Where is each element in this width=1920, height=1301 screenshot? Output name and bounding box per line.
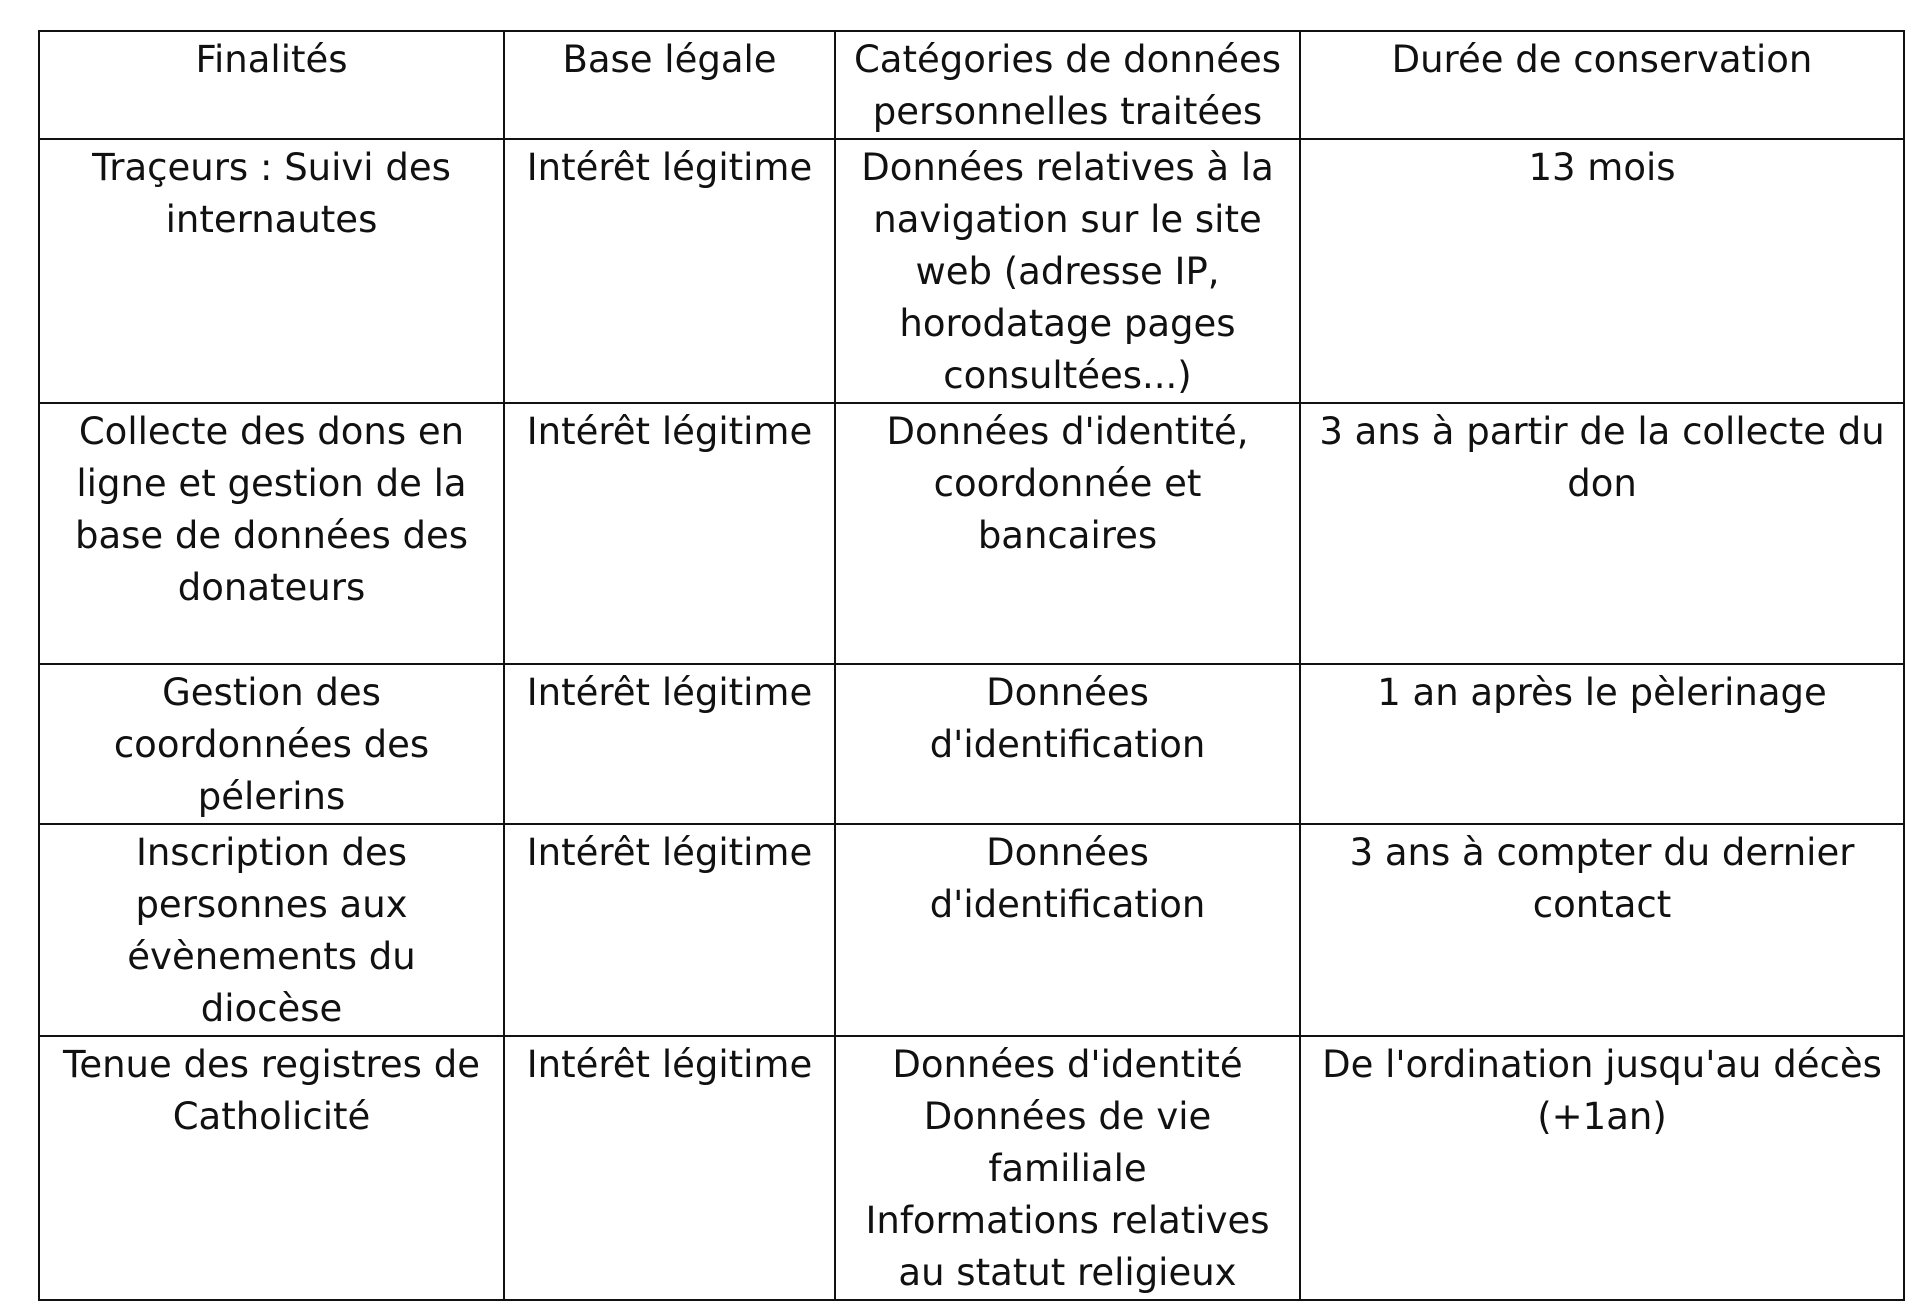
table-row [39,1036,1904,1300]
cell-text: Intérêt légitime [526,146,813,189]
cell-text: pélerins [197,775,346,818]
header-categories [835,31,1300,139]
cell-text: Données d'identité, [886,410,1249,453]
cell-base-legale [504,664,835,824]
header-text: Finalités [195,38,348,81]
cell-finalite [39,664,504,824]
table-row [39,824,1904,1036]
cell-text: Données [986,671,1149,714]
cell-duree [1300,403,1904,664]
header-text: Base légale [562,38,777,81]
cell-text: coordonnées des [113,723,430,766]
cell-text: au statut religieux [898,1251,1237,1294]
cell-text: Intérêt légitime [526,1043,813,1086]
cell-categories [835,1036,1300,1300]
cell-text: bancaires [977,514,1158,557]
header-text: Durée de conservation [1391,38,1813,81]
header-base-legale [504,31,835,139]
cell-text: évènements du [127,935,416,978]
cell-text: 13 mois [1528,146,1676,189]
cell-text: contact [1532,883,1672,926]
cell-text: coordonnée et [933,462,1202,505]
cell-finalite [39,139,504,403]
cell-text: d'identification [929,883,1206,926]
cell-text: ligne et gestion de la [76,462,467,505]
cell-text: familiale [988,1147,1147,1190]
cell-text: Données [986,831,1149,874]
cell-text: donateurs [177,566,366,609]
cell-text: Données d'identité [892,1043,1243,1086]
cell-text: Catholicité [172,1095,371,1138]
cell-duree [1300,664,1904,824]
cell-categories [835,824,1300,1036]
header-text: Catégories de données [853,38,1282,81]
cell-duree [1300,824,1904,1036]
cell-text: Tenue des registres de [63,1043,480,1086]
table-row [39,403,1904,664]
cell-text: 3 ans à partir de la collecte du [1319,410,1885,453]
cell-text: 1 an après le pèlerinage [1377,671,1827,714]
cell-text: 3 ans à compter du dernier [1349,831,1855,874]
cell-finalite [39,1036,504,1300]
cell-categories [835,403,1300,664]
cell-base-legale [504,1036,835,1300]
header-finalites [39,31,504,139]
cell-text: internautes [165,198,378,241]
cell-text: base de données des [74,514,469,557]
cell-text: Intérêt légitime [526,831,813,874]
cell-text: consultées...) [943,354,1192,397]
cell-duree [1300,1036,1904,1300]
cell-categories [835,139,1300,403]
cell-text: diocèse [200,987,343,1030]
cell-text: Inscription des [135,831,408,874]
cell-text: De l'ordination jusqu'au décès [1322,1043,1882,1086]
header-text: personnelles traitées [872,90,1263,133]
cell-base-legale [504,824,835,1036]
cell-text: Données relatives à la [861,146,1274,189]
cell-text: d'identification [929,723,1206,766]
cell-text: Traçeurs : Suivi des [92,146,451,189]
data-processing-table [38,30,1905,1301]
cell-text: Intérêt légitime [526,410,813,453]
cell-text: Données de vie [923,1095,1212,1138]
cell-text: (+1an) [1537,1095,1667,1138]
cell-text: Gestion des [162,671,381,714]
cell-text: Intérêt légitime [526,671,813,714]
header-duree [1300,31,1904,139]
cell-text: web (adresse IP, [915,250,1220,293]
cell-text: Informations relatives [865,1199,1270,1242]
cell-text: horodatage pages [899,302,1236,345]
cell-base-legale [504,139,835,403]
cell-text: don [1567,462,1637,505]
cell-categories [835,664,1300,824]
cell-finalite [39,403,504,664]
cell-duree [1300,139,1904,403]
cell-text: personnes aux [135,883,408,926]
cell-finalite [39,824,504,1036]
cell-base-legale [504,403,835,664]
cell-text: Collecte des dons en [78,410,465,453]
header-row [39,31,1904,139]
table-row [39,664,1904,824]
cell-text: navigation sur le site [873,198,1262,241]
table-row [39,139,1904,403]
